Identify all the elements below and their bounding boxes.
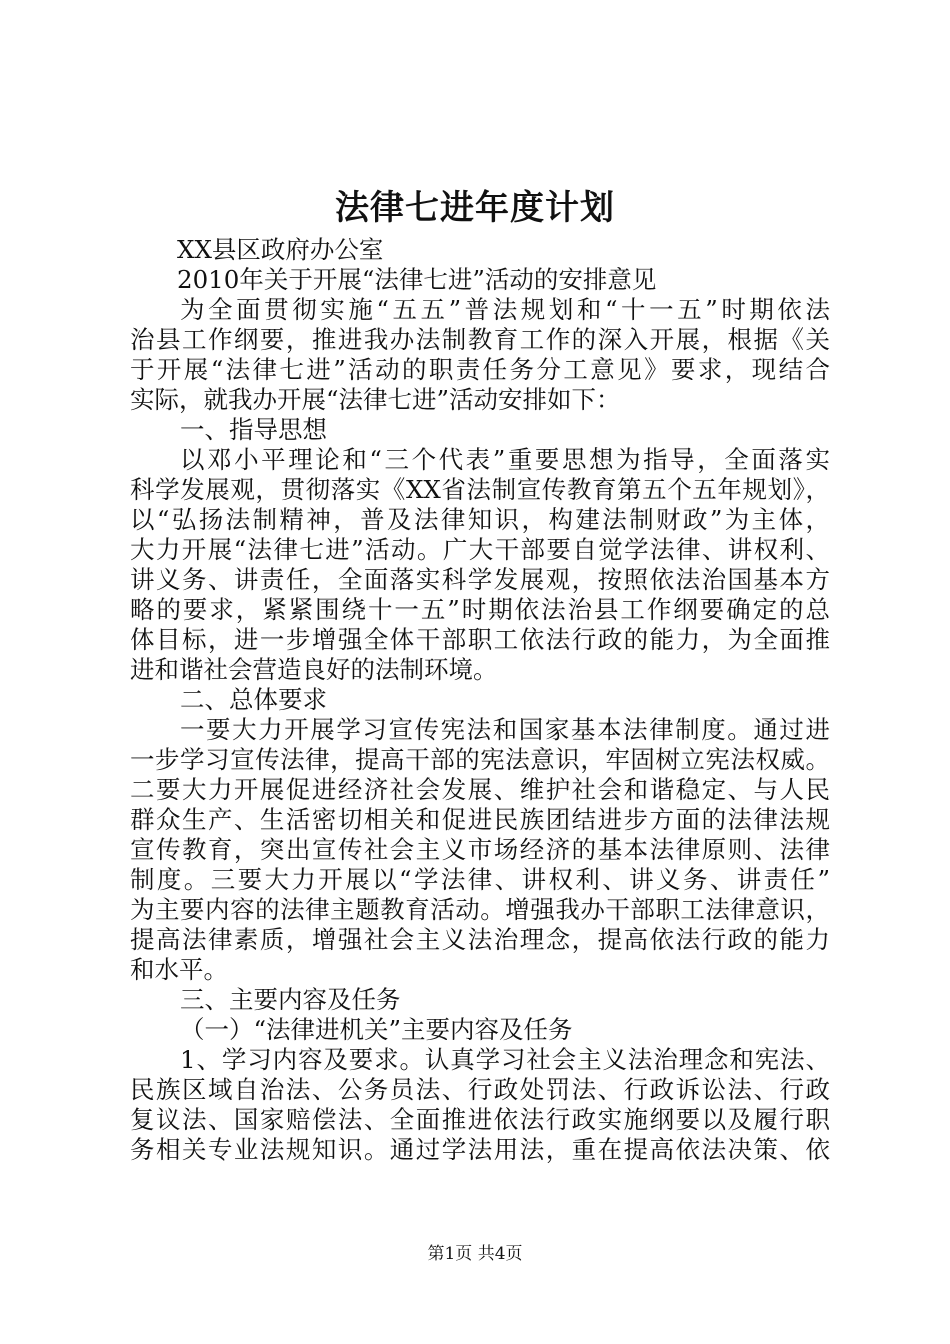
text-line: 为全面贯彻实施“五五”普法规划和“十一五”时期依法 (180, 295, 830, 324)
text-line: 提高法律素质，增强社会主义法治理念，提高依法行政的能力 (130, 925, 830, 954)
text-line: 以邓小平理论和“三个代表”重要思想为指导，全面落实 (180, 445, 830, 474)
text-line: 群众生产、生活密切相关和促进民族团结进步方面的法律法规 (130, 805, 830, 834)
text-line: 讲义务、讲责任，全面落实科学发展观，按照依法治国基本方 (130, 565, 830, 594)
text-line: 一要大力开展学习宣传宪法和国家基本法律制度。通过进 (180, 715, 830, 744)
document-title: 法律七进年度计划 (335, 188, 615, 228)
text-line: 实际，就我办开展“法律七进”活动安排如下： (130, 385, 621, 414)
text-line: 为主要内容的法律主题教育活动。增强我办干部职工法律意识， (130, 895, 830, 924)
section-heading: 三、主要内容及任务 (180, 985, 401, 1014)
text-line: 1、学习内容及要求。认真学习社会主义法治理念和宪法、 (180, 1045, 830, 1074)
document-body (130, 235, 830, 1165)
text-line: 体目标，进一步增强全体干部职工依法行政的能力，为全面推 (130, 625, 830, 654)
text-line: 和水平。 (130, 955, 228, 984)
text-line: 大力开展“法律七进”活动。广大干部要自觉学法律、讲权利、 (130, 535, 830, 564)
text-line: XX县区政府办公室 (177, 235, 384, 264)
text-line: 以“弘扬法制精神，普及法律知识，构建法制财政”为主体， (130, 505, 830, 534)
text-line: 2010年关于开展“法律七进”活动的安排意见 (177, 265, 657, 294)
text-line: 民族区域自治法、公务员法、行政处罚法、行政诉讼法、行政 (130, 1075, 830, 1104)
subsection-heading: （一）“法律进机关”主要内容及任务 (180, 1015, 573, 1044)
text-line: 一步学习宣传法律，提高干部的宪法意识，牢固树立宪法权威。 (130, 745, 830, 774)
text-line: 治县工作纲要，推进我办法制教育工作的深入开展，根据《关 (130, 325, 830, 354)
text-line: 制度。三要大力开展以“学法律、讲权利、讲义务、讲责任” (130, 865, 830, 894)
section-heading: 二、总体要求 (180, 685, 327, 714)
section-heading: 一、指导思想 (180, 415, 327, 444)
page-number: 第1页 共4页 (427, 1244, 523, 1264)
text-line: 二要大力开展促进经济社会发展、维护社会和谐稳定、与人民 (130, 775, 830, 804)
text-line: 复议法、国家赔偿法、全面推进依法行政实施纲要以及履行职 (130, 1105, 830, 1134)
text-line: 进和谐社会营造良好的法制环境。 (130, 655, 498, 684)
text-line: 宣传教育，突出宣传社会主义市场经济的基本法律原则、法律 (130, 835, 830, 864)
text-line: 于开展“法律七进”活动的职责任务分工意见》要求，现结合 (130, 355, 830, 384)
text-line: 务相关专业法规知识。通过学法用法，重在提高依法决策、依 (130, 1135, 830, 1164)
text-line: 科学发展观，贯彻落实《XX省法制宣传教育第五个五年规划》， (130, 475, 830, 504)
text-line: 略的要求，紧紧围绕十一五”时期依法治县工作纲要确定的总 (130, 595, 830, 624)
